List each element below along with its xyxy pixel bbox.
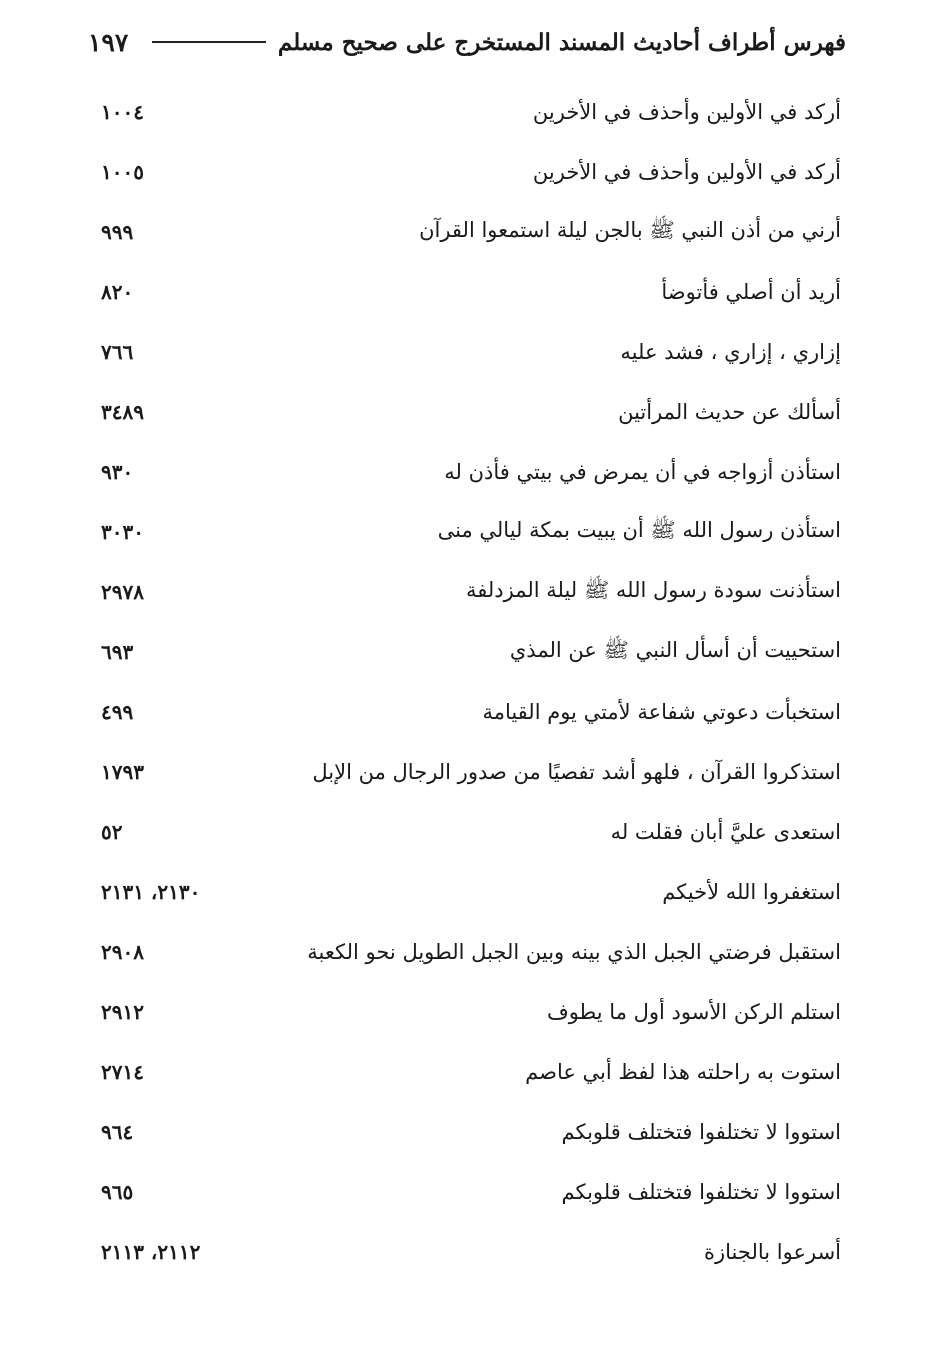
entry-hadith-numbers: ٩٩٩ — [101, 220, 134, 244]
index-entry — [95, 1102, 841, 1162]
index-entry — [95, 1222, 841, 1282]
index-entry — [95, 622, 841, 682]
entry-hadith-opening: أركد في الأولين وأحذف في الأخرين — [532, 160, 841, 184]
entry-hadith-numbers: ٦٩٣ — [101, 640, 134, 664]
index-entry — [95, 262, 841, 322]
entry-hadith-numbers: ٣٤٨٩ — [101, 400, 144, 424]
entry-hadith-opening: استلم الركن الأسود أول ما يطوف — [546, 1000, 841, 1024]
index-entry — [95, 982, 841, 1042]
entry-hadith-numbers: ٨٢٠ — [101, 280, 134, 304]
entry-hadith-opening: استووا لا تختلفوا فتختلف قلوبكم — [561, 1180, 841, 1204]
entry-hadith-opening: استخبأت دعوتي شفاعة لأمتي يوم القيامة — [482, 700, 841, 724]
entry-hadith-opening: استقبل فرضتي الجبل الذي بينه وبين الجبل الطويل نحو الكعبة — [307, 940, 841, 964]
entry-hadith-numbers: ٢٩١٢ — [101, 1000, 144, 1024]
entry-hadith-numbers: ١٠٠٤ — [101, 100, 144, 124]
entry-hadith-opening: استأذن رسول الله ﷺ أن يبيت بمكة ليالي منى — [437, 517, 841, 542]
entry-hadith-numbers: ٥٢ — [101, 820, 123, 844]
index-entry — [95, 862, 841, 922]
index-entry — [95, 82, 841, 142]
entry-hadith-opening: استووا لا تختلفوا فتختلف قلوبكم — [561, 1120, 841, 1144]
entry-hadith-opening: أرني من أذن النبي ﷺ بالجن ليلة استمعوا القرآن — [419, 217, 841, 242]
index-entry — [95, 742, 841, 802]
entry-hadith-opening: أسألك عن حديث المرأتين — [618, 400, 841, 424]
entry-hadith-opening: أريد أن أصلي فأتوضأ — [661, 280, 841, 304]
index-entry — [95, 922, 841, 982]
entry-hadith-numbers: ٩٦٤ — [101, 1120, 134, 1144]
entry-hadith-opening: إزاري ، إزاري ، فشد عليه — [620, 340, 841, 364]
entry-hadith-numbers: ٤٩٩ — [101, 700, 134, 724]
entry-hadith-numbers: ٢١١٢، ٢١١٣ — [101, 1240, 201, 1264]
entry-hadith-numbers: ٧٦٦ — [101, 340, 134, 364]
entry-hadith-opening: استأذن أزواجه في أن يمرض في بيتي فأذن له — [444, 460, 841, 484]
entry-hadith-opening: استعدى عليَّ أبان فقلت له — [610, 820, 841, 844]
entry-hadith-opening: استأذنت سودة رسول الله ﷺ ليلة المزدلفة — [465, 577, 841, 602]
header-rule — [152, 41, 266, 43]
entry-hadith-opening: استغفروا الله لأخيكم — [662, 880, 841, 904]
entry-hadith-numbers: ١٠٠٥ — [101, 160, 144, 184]
entry-hadith-numbers: ٢٧١٤ — [101, 1060, 144, 1084]
index-entry — [95, 442, 841, 502]
index-entry — [95, 322, 841, 382]
index-entry — [95, 1042, 841, 1102]
entry-hadith-numbers: ٢١٣٠، ٢١٣١ — [101, 880, 201, 904]
entry-hadith-opening: استحييت أن أسأل النبي ﷺ عن المذي — [509, 637, 841, 662]
index-entry — [95, 562, 841, 622]
index-entry — [95, 802, 841, 862]
page-header — [88, 22, 846, 62]
entry-hadith-numbers: ٢٩٧٨ — [101, 580, 144, 604]
index-entry — [95, 142, 841, 202]
running-title: فهرس أطراف أحاديث المسند المستخرج على صحيح مسلم — [277, 28, 846, 56]
entry-hadith-opening: أركد في الأولين وأحذف في الأخرين — [532, 100, 841, 124]
index-entry — [95, 682, 841, 742]
entry-hadith-opening: أسرعوا بالجنازة — [704, 1240, 841, 1264]
entry-hadith-numbers: ٣٠٣٠ — [101, 520, 144, 544]
index-entry-list — [95, 82, 841, 1282]
index-entry — [95, 382, 841, 442]
page-number: ١٩٧ — [88, 27, 129, 57]
entry-hadith-numbers: ٩٦٥ — [101, 1180, 134, 1204]
index-entry — [95, 502, 841, 562]
entry-hadith-opening: استوت به راحلته هذا لفظ أبي عاصم — [525, 1060, 841, 1084]
entry-hadith-opening: استذكروا القرآن ، فلهو أشد تفصيًا من صدور الرجال من الإبل — [312, 760, 841, 784]
index-entry — [95, 1162, 841, 1222]
entry-hadith-numbers: ٩٣٠ — [101, 460, 134, 484]
entry-hadith-numbers: ٢٩٠٨ — [101, 940, 144, 964]
entry-hadith-numbers: ١٧٩٣ — [101, 760, 144, 784]
index-entry — [95, 202, 841, 262]
